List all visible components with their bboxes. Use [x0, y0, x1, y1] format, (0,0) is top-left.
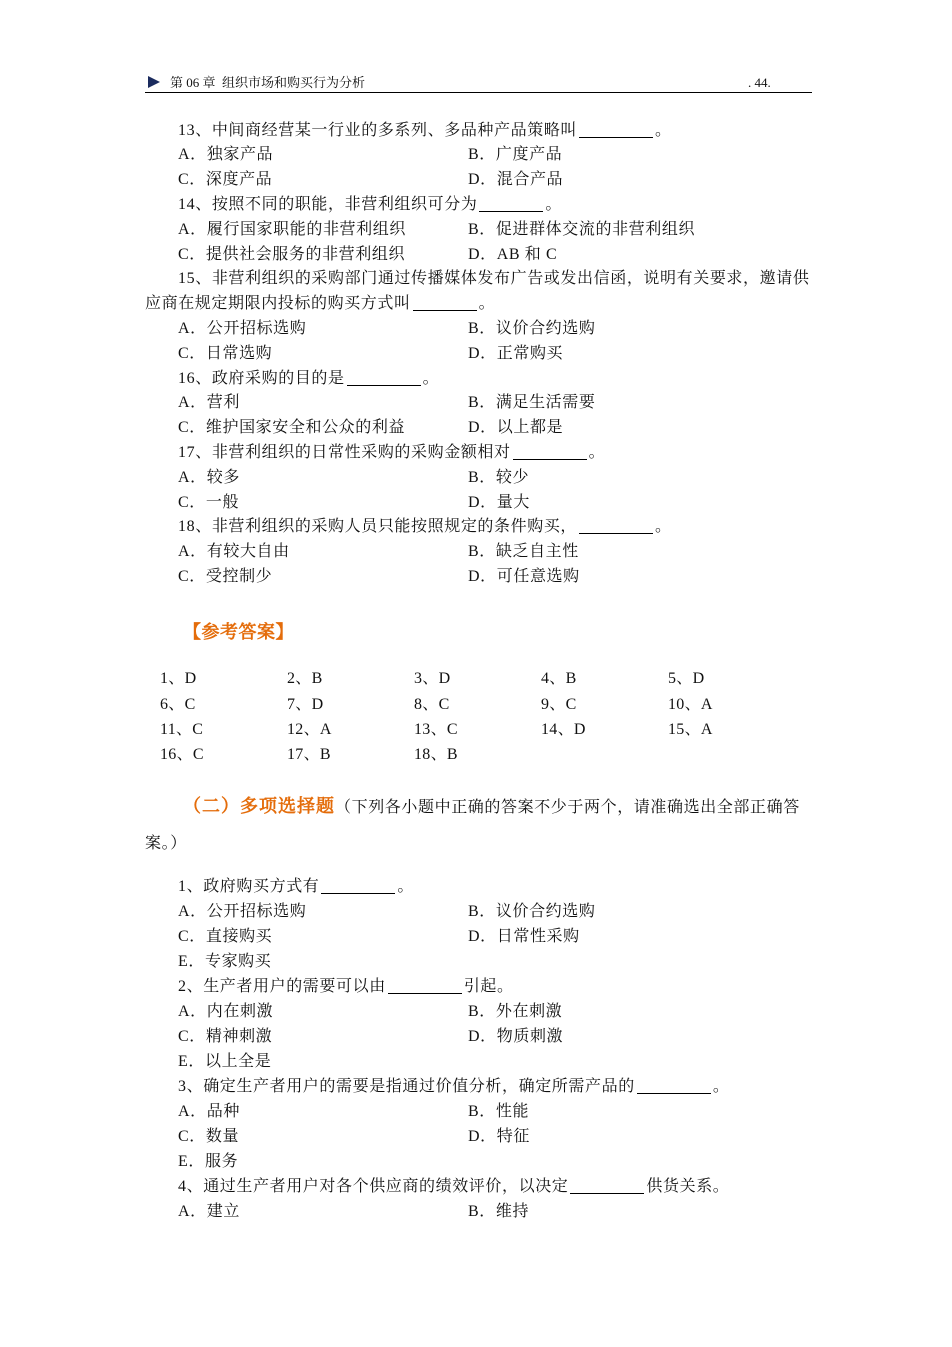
answer-item: 10、A [668, 695, 713, 713]
option-d: D．可任意选购 [468, 567, 580, 585]
option-b: B．促进群体交流的非营利组织 [468, 220, 696, 238]
option-b: B．性能 [468, 1102, 530, 1120]
question-text-end: 引起。 [463, 977, 514, 995]
option-a: A．较多 [178, 468, 240, 486]
question-m1 [145, 874, 812, 899]
answer-item: 14、D [541, 720, 586, 738]
answer-item: 3、D [414, 670, 451, 688]
answer-blank [579, 519, 653, 534]
answer-blank [388, 979, 462, 994]
option-row [145, 999, 812, 1024]
option-a: A．独家产品 [178, 146, 274, 164]
option-b: B．外在刺激 [468, 1002, 563, 1020]
option-row [145, 1024, 812, 1049]
option-d: D．物质刺激 [468, 1027, 564, 1045]
question-18 [145, 515, 812, 540]
answer-blank [513, 445, 587, 460]
answer-item: 13、C [414, 720, 458, 738]
option-a: A．建立 [178, 1202, 240, 1220]
answer-blank [347, 371, 421, 386]
option-row [145, 565, 812, 590]
answer-key-grid [160, 666, 795, 767]
option-row [145, 416, 812, 441]
option-b: B．满足生活需要 [468, 394, 596, 412]
question-number: 16、 [178, 369, 212, 387]
answer-item: 1、D [160, 670, 197, 688]
option-a: A．履行国家职能的非营利组织 [178, 220, 406, 238]
answer-item: 6、C [160, 695, 196, 713]
option-d: D．日常性采购 [468, 927, 580, 945]
option-row [145, 491, 812, 516]
option-c: C．维护国家安全和公众的利益 [178, 419, 406, 437]
question-m2 [145, 974, 812, 999]
option-a: A．有较大自由 [178, 543, 290, 561]
single-choice-section [145, 119, 812, 590]
answer-blank [321, 879, 395, 894]
option-row [145, 1199, 812, 1224]
question-m4 [145, 1174, 812, 1199]
option-b: B．较少 [468, 468, 530, 486]
option-row [145, 342, 812, 367]
question-15 [145, 267, 812, 292]
question-text: 生产者用户的需要可以由 [203, 977, 386, 995]
option-b: B．缺乏自主性 [468, 543, 579, 561]
question-text: 非营利组织的采购人员只能按照规定的条件购买， [211, 518, 578, 536]
question-number: 3、 [178, 1077, 204, 1095]
section-instruction-continued: 案。） [145, 834, 187, 852]
question-text: 政府采购的目的是 [211, 369, 345, 387]
option-c: C．受控制少 [178, 567, 273, 585]
option-row [145, 143, 812, 168]
question-text: 按照不同的职能，非营利组织可分为 [211, 195, 478, 213]
option-d: D．量大 [468, 493, 530, 511]
answer-item: 18、B [414, 746, 458, 764]
option-c: C．精神刺激 [178, 1027, 273, 1045]
option-a: A．内在刺激 [178, 1002, 274, 1020]
option-c: C．日常选购 [178, 344, 273, 362]
option-e: E．服务 [178, 1152, 239, 1170]
option-row [145, 1049, 812, 1074]
section-heading [183, 793, 800, 821]
question-text-end: 。 [655, 121, 672, 139]
question-14 [145, 193, 812, 218]
question-text: 确定生产者用户的需要是指通过价值分析，确定所需产品的 [203, 1077, 635, 1095]
answer-blank [579, 123, 653, 138]
option-a: A．公开招标选购 [178, 319, 307, 337]
answer-item: 11、C [160, 720, 204, 738]
question-17 [145, 441, 812, 466]
option-d: D．正常购买 [468, 344, 564, 362]
question-15-continued [145, 292, 812, 317]
section-title: （二）多项选择题 [183, 796, 335, 816]
option-d: D．特征 [468, 1127, 530, 1145]
question-text-end: 。 [655, 518, 672, 536]
question-number: 4、 [178, 1177, 204, 1195]
question-text-end: 。 [422, 369, 440, 387]
answer-item: 9、C [541, 695, 577, 713]
answer-item: 5、D [668, 670, 705, 688]
question-text: 应商在规定期限内投标的购买方式叫 [145, 295, 411, 313]
question-text: 通过生产者用户对各个供应商的绩效评价，以决定 [203, 1177, 569, 1195]
answer-blank [637, 1079, 711, 1094]
answers-heading: 【参考答案】 [183, 622, 294, 642]
option-c: C．深度产品 [178, 171, 273, 189]
triangle-right-icon [148, 76, 160, 88]
option-row [145, 1124, 812, 1149]
question-text-end: 。 [545, 195, 563, 213]
option-d: D．AB 和 C [468, 245, 558, 263]
answer-blank [479, 197, 543, 212]
option-row [145, 924, 812, 949]
question-text: 政府购买方式有 [203, 877, 320, 895]
answer-item: 12、A [287, 720, 332, 738]
option-b: B．议价合约选购 [468, 902, 596, 920]
option-row [145, 949, 812, 974]
header-divider [145, 92, 812, 93]
question-text-end: 。 [397, 877, 415, 895]
option-row [145, 540, 812, 565]
option-row [145, 218, 812, 243]
question-text: 非营利组织的日常性采购的采购金额相对 [211, 443, 511, 461]
question-text: 非营利组织的采购部门通过传播媒体发布广告或发出信函，说明有关要求，邀请供 [211, 270, 810, 288]
question-13 [145, 119, 812, 144]
option-row [145, 391, 812, 416]
option-row [145, 1149, 812, 1174]
option-d: D．以上都是 [468, 419, 564, 437]
question-number: 2、 [178, 977, 204, 995]
option-c: C．直接购买 [178, 927, 273, 945]
question-m3 [145, 1074, 812, 1099]
section-instruction: （下列各小题中正确的答案不少于两个，请准确选出全部正确答 [335, 799, 800, 816]
option-e: E．以上全是 [178, 1052, 272, 1070]
option-row [145, 899, 812, 924]
page-number: . 44. [748, 75, 771, 90]
option-a: A．公开招标选购 [178, 902, 307, 920]
answer-item: 4、B [541, 670, 577, 688]
question-text-end: 。 [588, 443, 606, 461]
answer-item: 7、D [287, 695, 324, 713]
option-row [145, 243, 812, 268]
question-number: 13、 [178, 121, 212, 139]
answer-blank [570, 1179, 644, 1194]
question-number: 1、 [178, 877, 204, 895]
option-row [145, 466, 812, 491]
option-b: B．广度产品 [468, 146, 563, 164]
option-c: C．一般 [178, 493, 240, 511]
question-number: 17、 [178, 443, 212, 461]
question-text: 中间商经营某一行业的多系列、多品种产品策略叫 [211, 121, 578, 139]
answer-blank [413, 296, 477, 311]
option-e: E．专家购买 [178, 952, 272, 970]
multiple-choice-section [145, 874, 812, 1224]
option-row [145, 1099, 812, 1124]
option-row [145, 168, 812, 193]
question-16 [145, 367, 812, 392]
question-number: 14、 [178, 195, 212, 213]
option-c: C．数量 [178, 1127, 240, 1145]
chapter-title: 第 06 章 组织市场和购买行为分析 [170, 75, 366, 90]
answer-item: 15、A [668, 720, 713, 738]
answer-item: 17、B [287, 746, 331, 764]
option-c: C．提供社会服务的非营利组织 [178, 245, 406, 263]
option-d: D．混合产品 [468, 171, 564, 189]
option-b: B．议价合约选购 [468, 319, 596, 337]
question-text-end: 供货关系。 [646, 1177, 730, 1195]
answer-item: 8、C [414, 695, 450, 713]
option-a: A．品种 [178, 1102, 240, 1120]
question-number: 18、 [178, 518, 212, 536]
question-text-end: 。 [712, 1077, 730, 1095]
option-row [145, 317, 812, 342]
option-b: B．维持 [468, 1202, 530, 1220]
answer-item: 2、B [287, 670, 323, 688]
answer-item: 16、C [160, 746, 204, 764]
question-text-end: 。 [478, 295, 496, 313]
option-a: A．营利 [178, 394, 240, 412]
question-number: 15、 [178, 270, 212, 288]
